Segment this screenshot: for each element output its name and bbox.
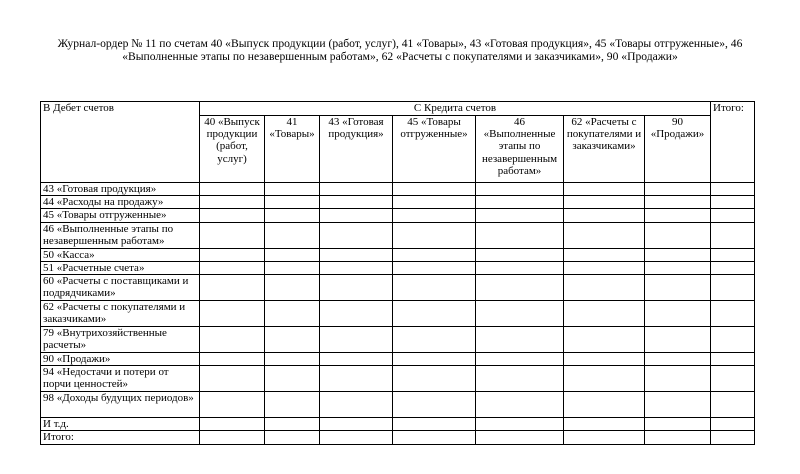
table-cell [393, 431, 476, 444]
row-label-45: 45 «Товары отгруженные» [41, 209, 200, 222]
table-cell [320, 418, 393, 431]
table-cell [320, 183, 393, 196]
table-cell [476, 196, 564, 209]
row-label-etc: И т.д. [41, 418, 200, 431]
table-cell [393, 183, 476, 196]
table-cell [476, 209, 564, 222]
table-cell [265, 392, 320, 418]
row-label-62: 62 «Расчеты с покупателями и заказчиками» [41, 301, 200, 327]
table-cell [645, 222, 711, 248]
table-row [41, 222, 755, 248]
table-cell [564, 366, 645, 392]
table-cell [711, 366, 755, 392]
table-cell [393, 196, 476, 209]
table-cell [320, 275, 393, 301]
table-cell [564, 353, 645, 366]
table-cell [564, 275, 645, 301]
table-cell [320, 353, 393, 366]
table-cell [265, 248, 320, 261]
row-label-46: 46 «Выполненные этапы по незавершенным работам» [41, 222, 200, 248]
table-cell [564, 196, 645, 209]
total-column-header: Итого: [711, 102, 755, 183]
total-row [41, 431, 755, 444]
table-cell [711, 261, 755, 274]
table-cell [265, 327, 320, 353]
credit-column-40: 40 «Выпуск продукции (работ, услуг) [200, 116, 265, 183]
credit-column-62: 62 «Расчеты с покупателями и заказчиками» [564, 116, 645, 183]
table-cell [200, 431, 265, 444]
table-cell [564, 248, 645, 261]
table-cell [320, 248, 393, 261]
credit-column-46: 46 «Выполненные этапы по незавершенным работам» [476, 116, 564, 183]
table-cell [200, 353, 265, 366]
table-cell [645, 392, 711, 418]
table-cell [564, 418, 645, 431]
credit-accounts-header: С Кредита счетов [200, 102, 711, 116]
table-cell [265, 222, 320, 248]
table-cell [393, 353, 476, 366]
table-cell [265, 209, 320, 222]
row-label-94: 94 «Недостачи и потери от порчи ценностей» [41, 366, 200, 392]
table-cell [393, 366, 476, 392]
table-cell [393, 222, 476, 248]
table-cell [476, 353, 564, 366]
table-cell [645, 209, 711, 222]
table-cell [711, 222, 755, 248]
table-cell [320, 209, 393, 222]
table-cell [645, 327, 711, 353]
header-row [41, 102, 755, 116]
table-cell [265, 353, 320, 366]
table-cell [200, 261, 265, 274]
table-cell [711, 209, 755, 222]
table-cell [645, 183, 711, 196]
table-cell [393, 275, 476, 301]
table-cell [645, 431, 711, 444]
table-cell [645, 353, 711, 366]
table-cell [711, 431, 755, 444]
table-row [41, 366, 755, 392]
row-label-50: 50 «Касса» [41, 248, 200, 261]
table-cell [320, 261, 393, 274]
table-cell [476, 261, 564, 274]
table-cell [393, 301, 476, 327]
table-cell [393, 418, 476, 431]
table-cell [645, 275, 711, 301]
table-row [41, 261, 755, 274]
table-row [41, 327, 755, 353]
table-cell [320, 327, 393, 353]
table-cell [265, 183, 320, 196]
table-cell [320, 392, 393, 418]
journal-order-table [40, 101, 755, 445]
table-cell [711, 353, 755, 366]
credit-column-90: 90 «Продажи» [645, 116, 711, 183]
table-cell [265, 275, 320, 301]
credit-column-43: 43 «Готовая продукция» [320, 116, 393, 183]
table-cell [265, 366, 320, 392]
table-cell [265, 301, 320, 327]
table-cell [711, 301, 755, 327]
table-cell [200, 248, 265, 261]
table-cell [564, 222, 645, 248]
table-cell [645, 418, 711, 431]
table-cell [476, 431, 564, 444]
table-cell [320, 301, 393, 327]
table-cell [200, 392, 265, 418]
table-row [41, 209, 755, 222]
table-cell [711, 418, 755, 431]
table-cell [564, 327, 645, 353]
table-cell [564, 392, 645, 418]
table-cell [645, 261, 711, 274]
table-cell [393, 209, 476, 222]
row-label-44: 44 «Расходы на продажу» [41, 196, 200, 209]
table-cell [711, 275, 755, 301]
table-cell [200, 196, 265, 209]
row-label-51: 51 «Расчетные счета» [41, 261, 200, 274]
row-label-60: 60 «Расчеты с поставщиками и подрядчиками» [41, 275, 200, 301]
table-cell [645, 301, 711, 327]
table-row [41, 353, 755, 366]
table-row [41, 196, 755, 209]
table-row [41, 248, 755, 261]
table-cell [200, 418, 265, 431]
table-row [41, 392, 755, 418]
table-row [41, 183, 755, 196]
table-cell [711, 196, 755, 209]
table-cell [320, 366, 393, 392]
table-cell [320, 222, 393, 248]
document-title: Журнал-ордер № 11 по счетам 40 «Выпуск продукции (работ, услуг), 41 «Товары», 43 «Готовая продукция», 45 «Товары отгруженные», 46 «Выполненные этапы по незавершенным работам», 62 «Расчеты с покупателями и заказчиками», 90 «Продажи» [57, 37, 743, 63]
table-body [41, 102, 755, 445]
table-cell [564, 301, 645, 327]
debit-accounts-header: В Дебет счетов [41, 102, 200, 183]
row-label-98: 98 «Доходы будущих периодов» [41, 392, 200, 418]
table-row [41, 275, 755, 301]
table-row [41, 418, 755, 431]
table-cell [265, 431, 320, 444]
table-cell [476, 327, 564, 353]
table-cell [393, 327, 476, 353]
table-cell [476, 248, 564, 261]
table-cell [564, 431, 645, 444]
row-label-total: Итого: [41, 431, 200, 444]
row-label-90: 90 «Продажи» [41, 353, 200, 366]
credit-column-45: 45 «Товары отгруженные» [393, 116, 476, 183]
table-cell [476, 275, 564, 301]
table-cell [711, 327, 755, 353]
table-cell [711, 392, 755, 418]
table-cell [564, 209, 645, 222]
table-cell [265, 196, 320, 209]
table-cell [200, 183, 265, 196]
table-cell [200, 327, 265, 353]
table-cell [265, 261, 320, 274]
table-cell [645, 248, 711, 261]
credit-column-41: 41 «Товары» [265, 116, 320, 183]
table-cell [564, 183, 645, 196]
table-cell [200, 275, 265, 301]
table-cell [393, 261, 476, 274]
row-label-43: 43 «Готовая продукция» [41, 183, 200, 196]
table-cell [711, 183, 755, 196]
table-cell [200, 301, 265, 327]
table-cell [320, 196, 393, 209]
table-cell [265, 418, 320, 431]
table-cell [200, 366, 265, 392]
row-label-79: 79 «Внутрихозяйственные расчеты» [41, 327, 200, 353]
table-cell [645, 196, 711, 209]
table-cell [476, 366, 564, 392]
table-cell [476, 301, 564, 327]
table-cell [476, 222, 564, 248]
table-cell [393, 248, 476, 261]
table-cell [393, 392, 476, 418]
table-cell [200, 209, 265, 222]
table-cell [645, 366, 711, 392]
table-cell [200, 222, 265, 248]
table-row [41, 301, 755, 327]
table-cell [476, 392, 564, 418]
table-cell [711, 248, 755, 261]
table-cell [476, 183, 564, 196]
table-cell [320, 431, 393, 444]
table-cell [564, 261, 645, 274]
table-cell [476, 418, 564, 431]
